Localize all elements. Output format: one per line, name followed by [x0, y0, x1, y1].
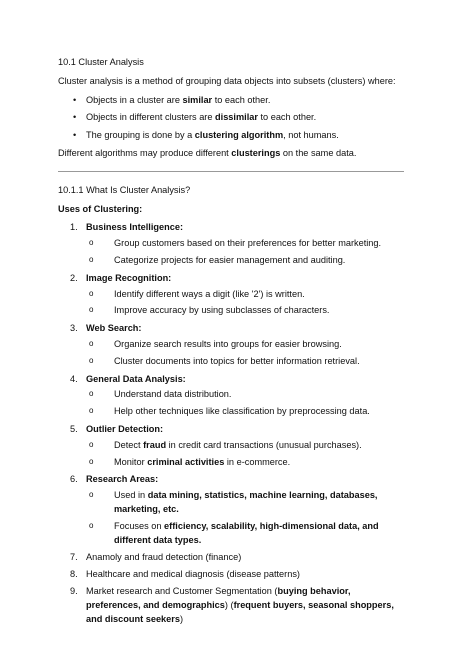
subsection-heading: 10.1.1 What Is Cluster Analysis?: [58, 184, 191, 195]
item-number: 4.: [70, 373, 78, 384]
definition-bullets: [58, 94, 404, 143]
item-text: Healthcare and medical diagnosis (disease patterns): [86, 569, 300, 580]
bullet-item: • Objects in different clusters are dissimilar to each other.: [58, 111, 404, 125]
item-number: 2.: [70, 272, 78, 283]
section-divider: [58, 171, 404, 172]
item-number: 9.: [70, 585, 78, 596]
sub-item: o Improve accuracy by using subclasses of characters.: [86, 304, 404, 318]
bullet-item: • Objects in a cluster are similar to each other.: [58, 94, 404, 108]
list-item: [58, 585, 404, 626]
item-number: 3.: [70, 323, 78, 334]
item-number: 5.: [70, 423, 78, 434]
item-title: Web Search:: [86, 323, 142, 334]
item-title: Research Areas:: [86, 474, 159, 485]
list-item: [58, 551, 404, 565]
list-item: [58, 322, 404, 368]
sub-item: o Focuses on efficiency, scalability, high-dimensional data, and different data types.: [86, 520, 404, 548]
bullet-item: • The grouping is done by a clustering algorithm, not humans.: [58, 129, 404, 143]
item-number: 1.: [70, 222, 78, 233]
item-text: Anamoly and fraud detection (finance): [86, 552, 242, 563]
item-text: Market research and Customer Segmentation (buying behavior, preferences, and demographics) (frequent buyers, seasonal shoppers, and discount seekers): [86, 585, 394, 624]
sub-item: o Understand data distribution.: [86, 388, 404, 402]
sub-item: o Detect fraud in credit card transactions (unusual purchases).: [86, 439, 404, 453]
sub-item: o Used in data mining, statistics, machine learning, databases, marketing, etc.: [86, 489, 404, 517]
sub-item: o Categorize projects for easier management and auditing.: [86, 254, 404, 268]
item-title: General Data Analysis:: [86, 373, 186, 384]
sub-item: o Help other techniques like classification by preprocessing data.: [86, 405, 404, 419]
sub-item: o Organize search results into groups for easier browsing.: [86, 338, 404, 352]
uses-list: [58, 221, 404, 626]
item-number: 7.: [70, 552, 78, 563]
list-item: [58, 473, 404, 547]
sub-item: o Cluster documents into topics for better information retrieval.: [86, 355, 404, 369]
sub-item: o Group customers based on their preferences for better marketing.: [86, 237, 404, 251]
intro-paragraph: Cluster analysis is a method of grouping data objects into subsets (clusters) where:: [58, 75, 396, 86]
item-title: Outlier Detection:: [86, 423, 164, 434]
item-number: 8.: [70, 569, 78, 580]
list-item: [58, 373, 404, 419]
list-item: [58, 221, 404, 267]
list-item: [58, 423, 404, 469]
list-item: [58, 272, 404, 318]
item-title: Image Recognition:: [86, 272, 172, 283]
closing-paragraph: Different algorithms may produce different clusterings on the same data.: [58, 147, 357, 158]
item-title: Business Intelligence:: [86, 222, 184, 233]
uses-label: Uses of Clustering:: [58, 203, 143, 214]
item-number: 6.: [70, 474, 78, 485]
list-item: [58, 568, 404, 582]
sub-item: o Identify different ways a digit (like '2') is written.: [86, 288, 404, 302]
sub-item: o Monitor criminal activities in e-commerce.: [86, 456, 404, 470]
section-heading: 10.1 Cluster Analysis: [58, 57, 144, 67]
